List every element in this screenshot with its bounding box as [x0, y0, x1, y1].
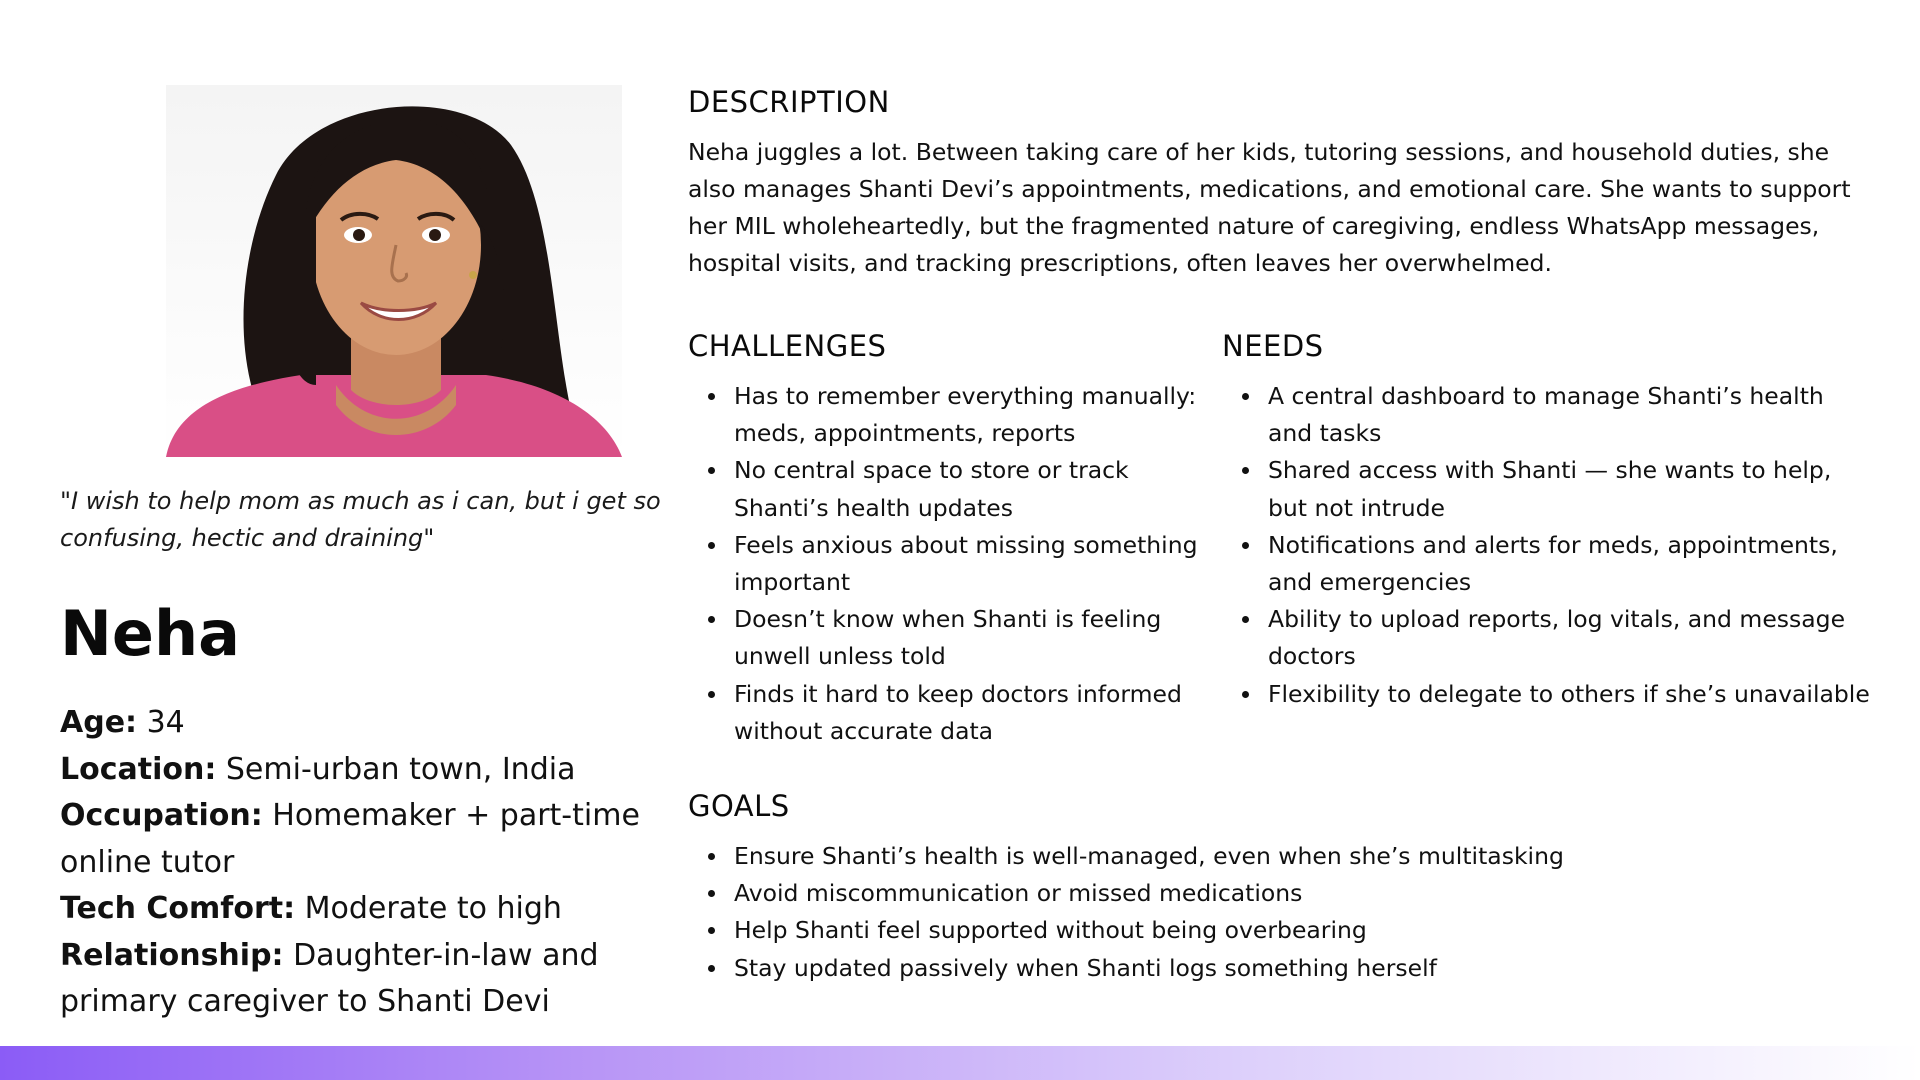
detail-tech-comfort [60, 886, 680, 933]
detail-value: Homemaker + part-time online tutor [60, 798, 640, 880]
goals-title: GOALS [688, 789, 790, 823]
needs-list [1222, 378, 1872, 713]
list-item: Avoid miscommunication or missed medications [688, 875, 1868, 912]
needs-title: NEEDS [1222, 329, 1324, 363]
detail-value: 34 [137, 705, 185, 740]
detail-label: Location: [60, 751, 217, 787]
list-item: Notifications and alerts for meds, appointments, and emergencies [1222, 527, 1872, 601]
detail-value: Moderate to high [295, 891, 562, 926]
challenges-list [688, 378, 1218, 750]
list-item: Flexibility to delegate to others if she’s unavailable [1222, 676, 1872, 713]
list-item: No central space to store or track Shanti’s health updates [688, 452, 1218, 526]
detail-relationship [60, 933, 680, 1026]
list-item: Shared access with Shanti — she wants to help, but not intrude [1222, 452, 1872, 526]
list-item: Ability to upload reports, log vitals, and message doctors [1222, 601, 1872, 675]
list-item: Ensure Shanti’s health is well-managed, even when she’s multitasking [688, 838, 1868, 875]
detail-label: Age: [60, 705, 138, 740]
detail-age [60, 700, 680, 747]
list-item: Doesn’t know when Shanti is feeling unwell unless told [688, 601, 1218, 675]
detail-occupation [60, 793, 680, 886]
list-item: Help Shanti feel supported without being overbearing [688, 912, 1868, 949]
persona-details [60, 700, 680, 1026]
challenges-title: CHALLENGES [688, 329, 887, 363]
detail-location [60, 747, 680, 794]
goals-list [688, 838, 1868, 987]
detail-value: Semi-urban town, India [216, 751, 576, 787]
list-item: A central dashboard to manage Shanti’s health and tasks [1222, 378, 1872, 452]
description-text: Neha juggles a lot. Between taking care of her kids, tutoring sessions, and household duties, she also manages Shanti Devi’s appointments, medications, and emotional care. She wants to support her MIL wholeheartedly, but the fragmented nature of caregiving, endless WhatsApp messages, hospital visits, and tracking prescriptions, often leaves her overwhelmed. [688, 138, 1851, 277]
list-item: Stay updated passively when Shanti logs something herself [688, 950, 1868, 987]
detail-label: Tech Comfort: [60, 891, 296, 926]
description-title: DESCRIPTION [688, 85, 890, 119]
persona-portrait-image [166, 85, 622, 457]
bottom-gradient-bar [0, 1046, 1920, 1080]
persona-name: Neha [60, 597, 240, 670]
detail-label: Occupation: [60, 798, 263, 833]
list-item: Feels anxious about missing something important [688, 527, 1218, 601]
detail-label: Relationship: [60, 937, 284, 973]
list-item: Has to remember everything manually: meds, appointments, reports [688, 378, 1218, 452]
persona-quote: "I wish to help mom as much as i can, but i get so confusing, hectic and draining" [60, 487, 661, 552]
persona-photo [166, 85, 622, 457]
list-item: Finds it hard to keep doctors informed without accurate data [688, 676, 1218, 750]
detail-value: Daughter-in-law and primary caregiver to Shanti Devi [60, 937, 599, 1019]
